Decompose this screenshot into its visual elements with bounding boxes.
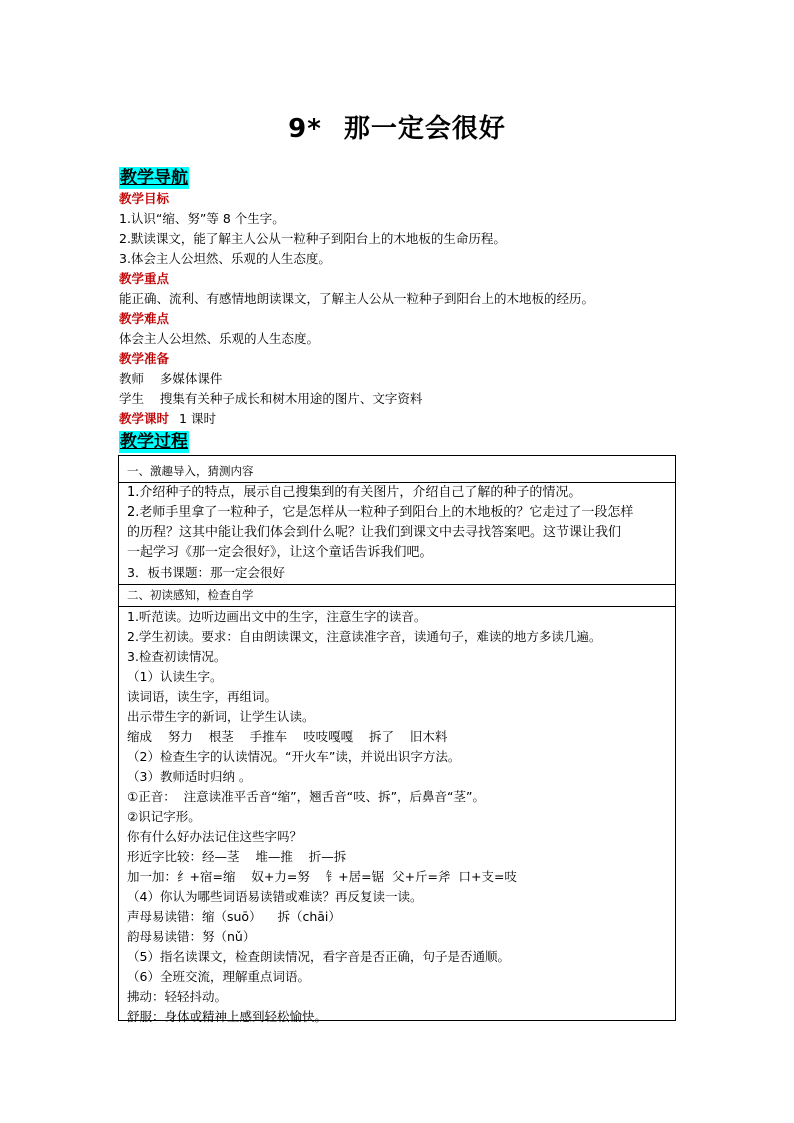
process-line: ①正音： 注意读准平舌音“缩”，翘舌音“吱、拆”，后鼻音“茎”。 xyxy=(127,789,486,804)
process-line: 出示带生字的新词，让学生认读。 xyxy=(127,709,315,724)
process-line: 1.听范读。边听边画出文中的生字，注意生字的读音。 xyxy=(127,609,427,624)
goals-label: 教学目标 xyxy=(119,191,170,206)
process-line: （3）教师适时归纳 。 xyxy=(127,769,252,784)
process-line: 缩成 努力 根茎 手推车 吱吱嘎嘎 拆了 旧木料 xyxy=(127,729,448,744)
hours-value: 1 课时 xyxy=(179,411,216,426)
section-heading-process: 教学过程 xyxy=(120,432,188,452)
process-line: 声母易读错：缩（suō） 拆（chāi） xyxy=(127,909,341,924)
process-line: （1）认读生字。 xyxy=(127,669,223,684)
goal-item: 2.默读课文，能了解主人公从一粒种子到阳台上的木地板的生命历程。 xyxy=(119,231,506,246)
process-line: 形近字比较：经—茎 堆—推 折—拆 xyxy=(127,849,347,864)
process-line: 韵母易读错：努（nǔ） xyxy=(127,929,256,944)
prep-item: 学生 搜集有关种子成长和树木用途的图片、文字资料 xyxy=(119,391,423,406)
process-line: （5）指名读课文，检查朗读情况，看字音是否正确，句子是否通顺。 xyxy=(127,949,510,964)
prep-item: 教师 多媒体课件 xyxy=(119,371,223,386)
process-line: （6）全班交流，理解重点词语。 xyxy=(127,969,310,984)
difficulty-text: 体会主人公坦然、乐观的人生态度。 xyxy=(119,331,320,346)
prep-label: 教学准备 xyxy=(119,351,170,366)
goal-item: 1.认识“缩、努”等 8 个生字。 xyxy=(119,211,285,226)
process-line: 的历程？这其中能让我们体会到什么呢？让我们到课文中去寻找答案吧。这节课让我们 xyxy=(127,525,622,540)
process-line: 舒服：身体或精神上感到轻松愉快。 xyxy=(127,1009,328,1024)
part2-heading: 二、初读感知，检查自学 xyxy=(127,588,254,602)
lesson-number: 9* xyxy=(288,114,322,144)
hours-row xyxy=(119,409,719,429)
process-line: 3．板书课题：那一定会很好 xyxy=(127,565,285,580)
hours-label: 教学课时 xyxy=(119,411,170,426)
process-line: 读词语，读生字，再组词。 xyxy=(127,689,278,704)
process-line: 2.老师手里拿了一粒种子，它是怎样从一粒种子到阳台上的木地板的？它走过了一段怎样 xyxy=(127,505,634,520)
process-line: 2.学生初读。要求：自由朗读课文，注意读准字音，读通句子，难读的地方多读几遍。 xyxy=(127,629,602,644)
process-line: 3.检查初读情况。 xyxy=(127,649,227,664)
process-line: 一起学习《那一定会很好》，让这个童话告诉我们吧。 xyxy=(127,545,433,560)
process-line: 1.介绍种子的特点，展示自己搜集到的有关图片，介绍自己了解的种子的情况。 xyxy=(127,485,582,500)
teaching-navigation xyxy=(119,189,719,429)
lesson-title: 那一定会很好 xyxy=(343,114,506,144)
process-line: （4）你认为哪些词语易读错或难读？再反复读一读。 xyxy=(127,889,423,904)
process-line: ②识记字形。 xyxy=(127,809,201,824)
section-heading-nav: 教学导航 xyxy=(120,168,188,188)
key-text: 能正确、流利、有感情地朗读课文，了解主人公从一粒种子到阳台上的木地板的经历。 xyxy=(119,291,595,306)
process-line: 加一加：纟+宿=缩 奴+力=努 钅+居=锯 父+斤=斧 口+支=吱 xyxy=(127,869,517,884)
process-line: 拂动：轻轻抖动。 xyxy=(127,989,228,1004)
page-title xyxy=(0,108,794,145)
goal-item: 3.体会主人公坦然、乐观的人生态度。 xyxy=(119,251,331,266)
process-line: 你有什么好办法记住这些字吗？ xyxy=(127,829,303,844)
process-line: （2）检查生字的认读情况。“开火车”读，并说出识字方法。 xyxy=(127,749,461,764)
part1-heading: 一、激趣导入，猜测内容 xyxy=(127,464,254,478)
teaching-process-box xyxy=(118,455,676,1024)
difficulty-label: 教学难点 xyxy=(119,311,170,326)
key-label: 教学重点 xyxy=(119,271,170,286)
